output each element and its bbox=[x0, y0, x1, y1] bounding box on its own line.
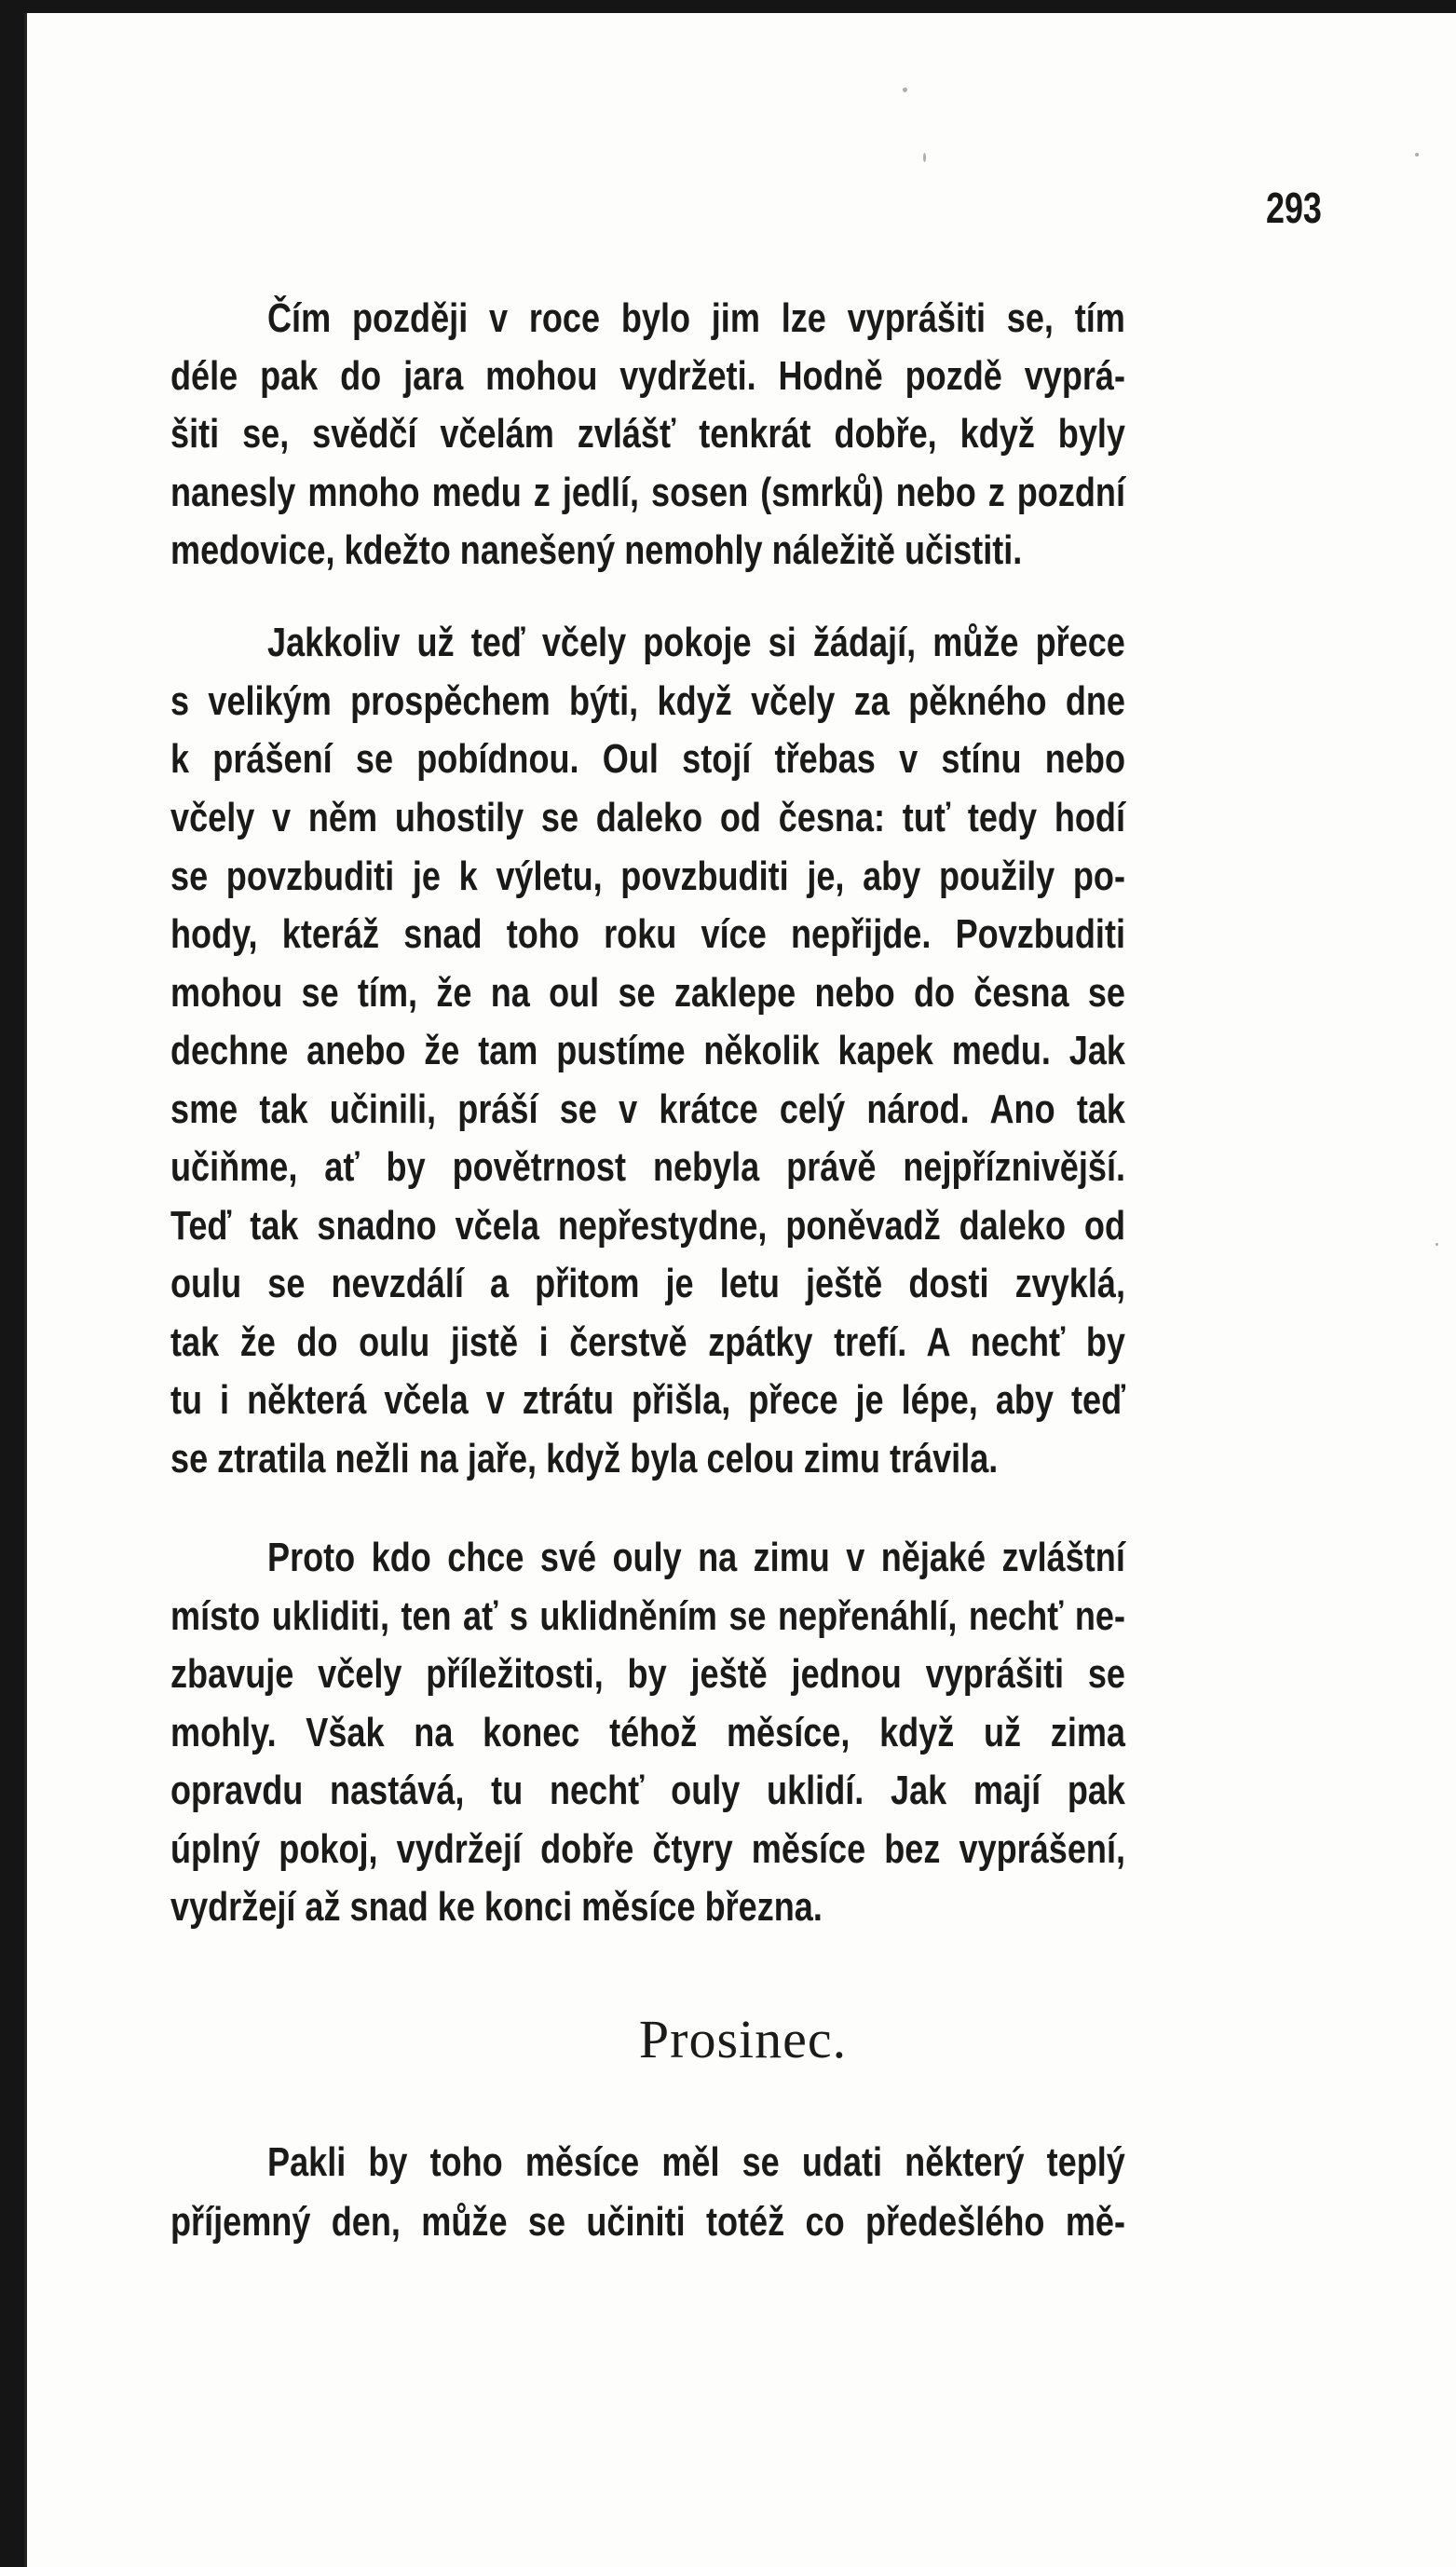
scan-speck bbox=[1415, 153, 1419, 157]
paragraph-2-line-9: sme tak učinili, práší se v krátce celý národ. Ano tak bbox=[170, 1086, 1125, 1132]
page-number: 293 bbox=[1266, 184, 1322, 232]
paragraph-2-line-2: s velikým prospěchem býti, když včely za pěkného dne bbox=[170, 678, 1125, 724]
final-paragraph-line-2: příjemný den, může se učiniti totéž co předešlého mě- bbox=[170, 2199, 1125, 2245]
scan-speck bbox=[903, 88, 907, 92]
paragraph-2-line-13: tak že do oulu jistě i čerstvě zpátky trefí. A nechť by bbox=[170, 1319, 1125, 1365]
book-page bbox=[24, 13, 1456, 2567]
paragraph-3-line-3: zbavuje včely příležitosti, by ještě jednou vyprášiti se bbox=[170, 1651, 1125, 1697]
paragraph-2-line-10: učiňme, ať by povětrnost nebyla právě nejpříznivější. bbox=[170, 1144, 1125, 1190]
paragraph-3-line-2: místo ukliditi, ten ať s uklidněním se nepřenáhlí, nechť ne- bbox=[170, 1593, 1125, 1639]
section-heading: Prosinec. bbox=[638, 2009, 848, 2069]
paragraph-2-line-6: hody, kteráž snad toho roku více nepřijde. Povzbuditi bbox=[170, 911, 1125, 957]
paragraph-3-line-7: vydržejí až snad ke konci měsíce března. bbox=[170, 1884, 823, 1930]
scan-speck bbox=[923, 153, 926, 162]
paragraph-2-line-8: dechne anebo že tam pustíme několik kapek medu. Jak bbox=[170, 1028, 1125, 1073]
paragraph-3-line-6: úplný pokoj, vydržejí dobře čtyry měsíce bez vyprášení, bbox=[170, 1826, 1125, 1872]
paragraph-1-line-1: Čím později v roce bylo jim lze vyprášiti se, tím bbox=[267, 295, 1125, 341]
paragraph-2-line-5: se povzbuditi je k výletu, povzbuditi je, aby použily po- bbox=[170, 853, 1125, 899]
paragraph-2-line-14: tu i některá včela v ztrátu přišla, přece je lépe, aby teď bbox=[170, 1377, 1125, 1423]
paragraph-2-line-15: se ztratila nežli na jaře, když byla celou zimu trávila. bbox=[170, 1436, 999, 1481]
paragraph-1-line-2: déle pak do jara mohou vydržeti. Hodně pozdě vyprá- bbox=[170, 353, 1125, 399]
scan-speck bbox=[1436, 1243, 1438, 1246]
paragraph-1-line-3: šiti se, svědčí včelám zvlášť tenkrát dobře, když byly bbox=[170, 411, 1125, 457]
final-paragraph-line-1: Pakli by toho měsíce měl se udati některý teplý bbox=[267, 2139, 1125, 2185]
paragraph-1-line-4: nanesly mnoho medu z jedlí, sosen (smrků) nebo z pozdní bbox=[170, 470, 1125, 515]
paragraph-1-line-5: medovice, kdežto nanešený nemohly náležitě učistiti. bbox=[170, 527, 1023, 573]
paragraph-2-line-12: oulu se nevzdálí a přitom je letu ještě dosti zvyklá, bbox=[170, 1261, 1125, 1306]
body-text bbox=[27, 13, 1456, 2567]
paragraph-3-line-5: opravdu nastává, tu nechť ouly uklidí. Jak mají pak bbox=[170, 1768, 1125, 1813]
paragraph-2-line-1: Jakkoliv už teď včely pokoje si žádají, může přece bbox=[267, 620, 1125, 665]
paragraph-2-line-3: k prášení se pobídnou. Oul stojí třebas v stínu nebo bbox=[170, 736, 1125, 782]
paragraph-2-line-7: mohou se tím, že na oul se zaklepe nebo do česna se bbox=[170, 970, 1125, 1016]
paragraph-2-line-4: včely v něm uhostily se daleko od česna: tuť tedy hodí bbox=[170, 795, 1125, 840]
paragraph-3-line-4: mohly. Však na konec téhož měsíce, když už zima bbox=[170, 1710, 1125, 1755]
paragraph-3-line-1: Proto kdo chce své ouly na zimu v nějaké zvláštní bbox=[267, 1535, 1125, 1580]
paragraph-2-line-11: Teď tak snadno včela nepřestydne, poněvadž daleko od bbox=[170, 1203, 1125, 1249]
